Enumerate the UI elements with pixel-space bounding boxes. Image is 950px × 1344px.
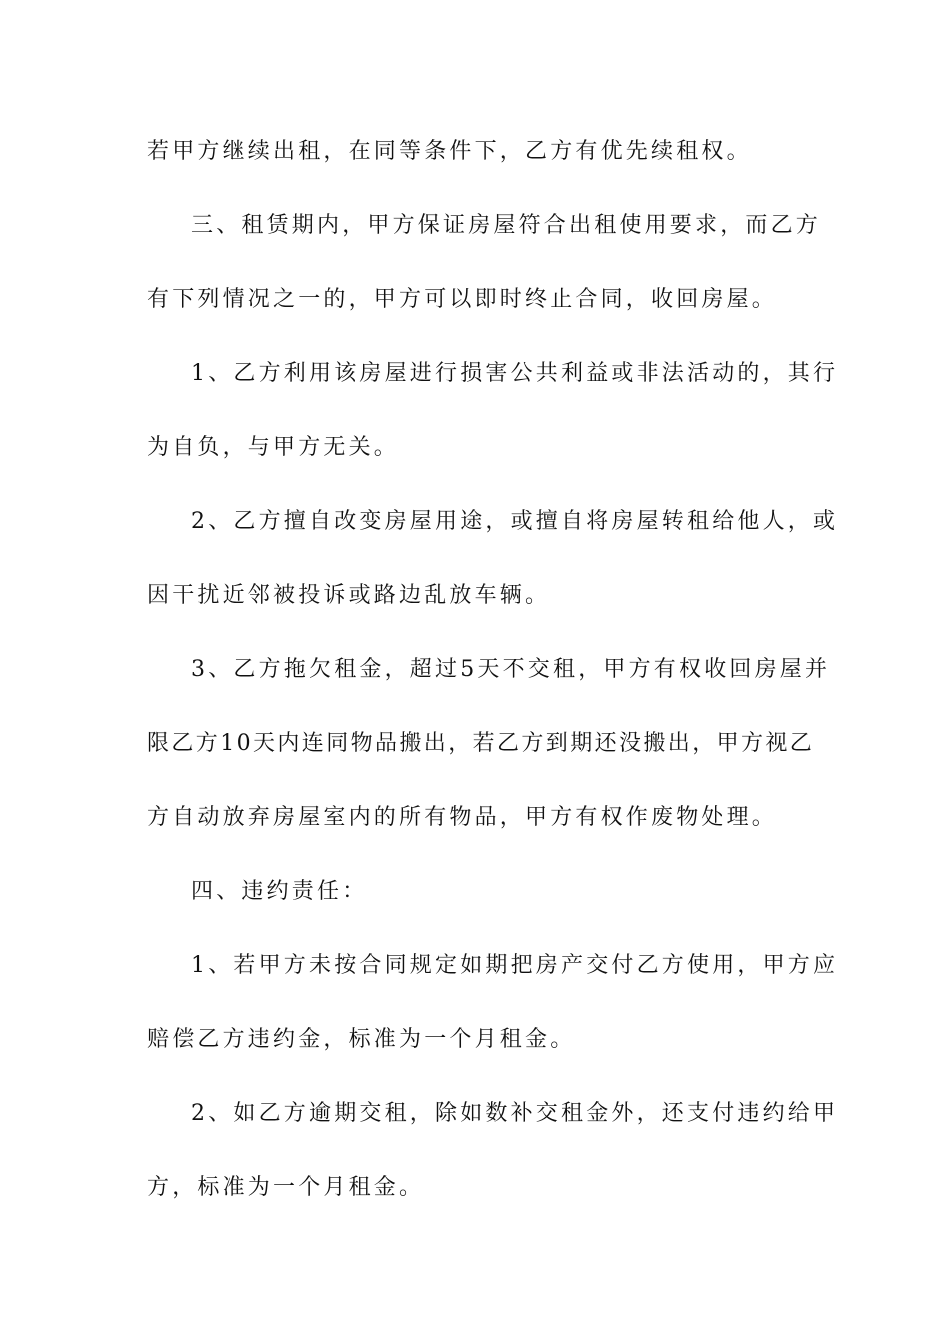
liability-1-line-2: 赔偿乙方违约金，标准为一个月租金。 xyxy=(147,1027,576,1052)
clause-2-line-1: 2、乙方擅自改变房屋用途，或擅自将房屋转租给他人，或 xyxy=(191,509,839,534)
clause-3-line-3: 方自动放弃房屋室内的所有物品，甲方有权作废物处理。 xyxy=(147,805,778,830)
clause-1-line-1: 1、乙方利用该房屋进行损害公共利益或非法活动的，其行 xyxy=(191,361,839,386)
liability-2-line-2: 方，标准为一个月租金。 xyxy=(147,1175,425,1200)
clause-3-line-2: 限乙方10天内连同物品搬出，若乙方到期还没搬出，甲方视乙 xyxy=(147,731,815,756)
section-three-line-2: 有下列情况之一的，甲方可以即时终止合同，收回房屋。 xyxy=(147,287,778,312)
clause-3-line-1: 3、乙方拖欠租金，超过5天不交租，甲方有权收回房屋并 xyxy=(191,657,831,682)
clause-2-line-2: 因干扰近邻被投诉或路边乱放车辆。 xyxy=(147,583,551,608)
text-line: 若甲方继续出租，在同等条件下，乙方有优先续租权。 xyxy=(147,139,752,164)
liability-1-line-1: 1、若甲方未按合同规定如期把房产交付乙方使用，甲方应 xyxy=(191,953,839,978)
section-three-line-1: 三、租赁期内，甲方保证房屋符合出租使用要求，而乙方 xyxy=(191,213,822,238)
section-four-heading: 四、违约责任： xyxy=(191,879,368,904)
clause-1-line-2: 为自负，与甲方无关。 xyxy=(147,435,400,460)
liability-2-line-1: 2、如乙方逾期交租，除如数补交租金外，还支付违约给甲 xyxy=(191,1101,839,1126)
